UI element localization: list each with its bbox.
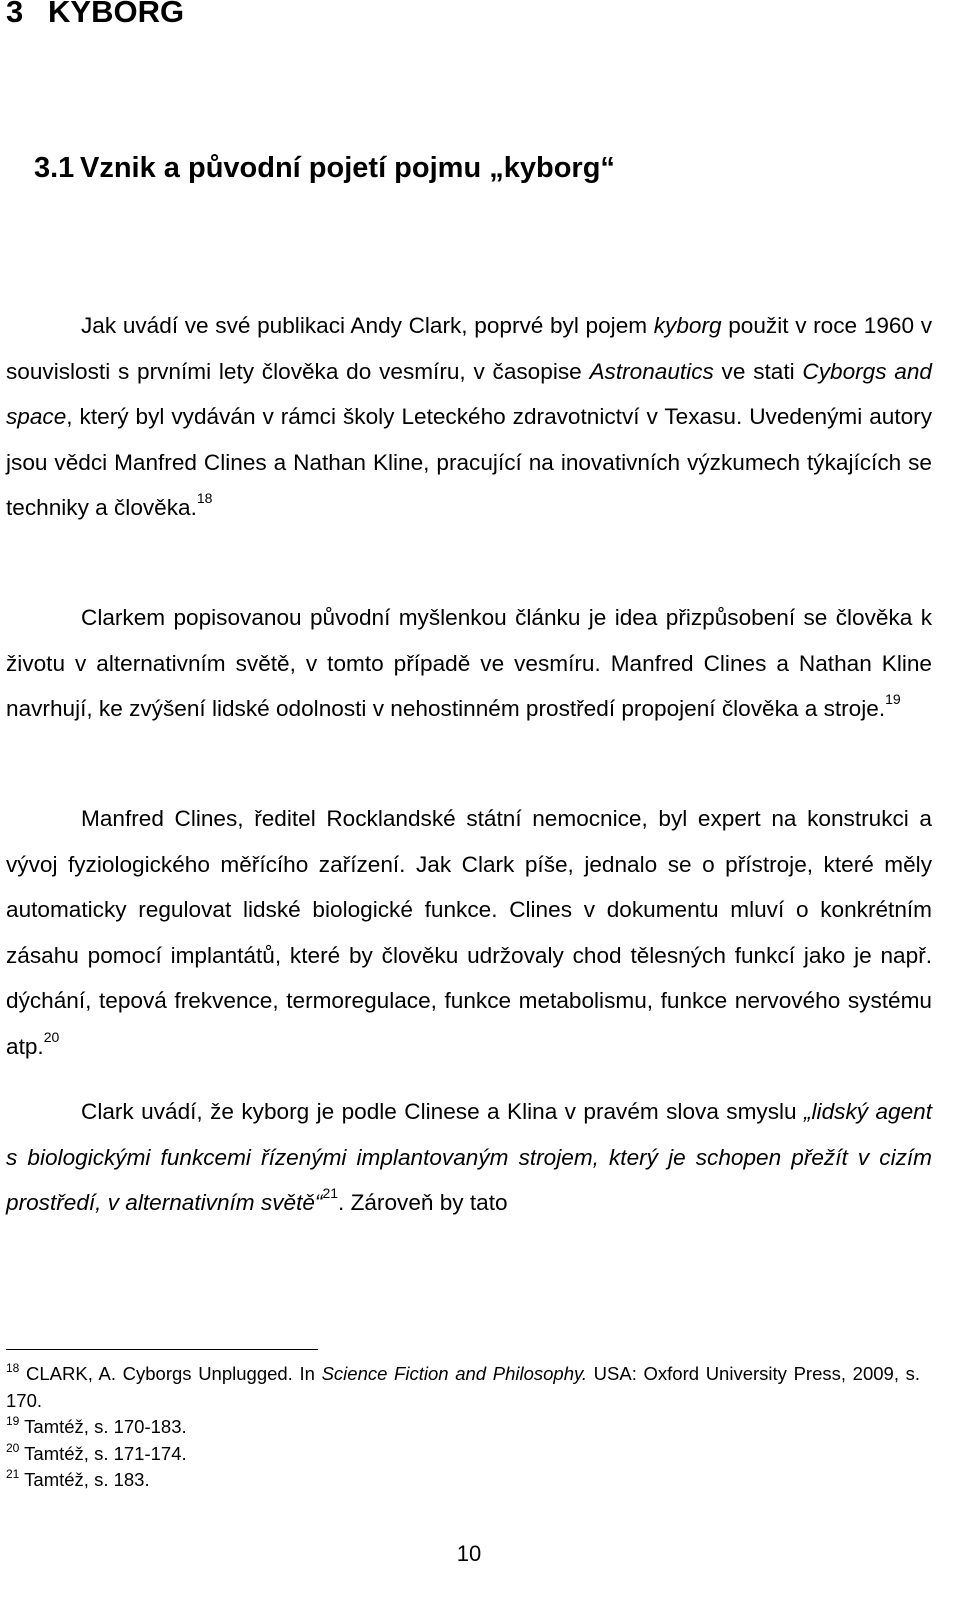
chapter-title: KYBORG (48, 0, 185, 29)
paragraph-text: Clarkem popisovanou původní myšlenkou článku je idea přizpůsobení se člověka k životu v alternativním světě, v tomto případě ve vesmíru. Manfred Clines a Nathan Kline navrhují, ke zvýšení lidské odolnosti v nehostinném prostředí propojení člověka a stroje. (6, 605, 932, 722)
paragraph-text: Manfred Clines, ředitel Rocklandské státní nemocnice, byl expert na konstrukci a vývoj fyziologického měřícího zařízení. Jak Clark píše, jednalo se o přístroje, které měly automaticky regulovat lidské biologické funkce. Clines v dokumentu mluví o konkrétním zásahu pomocí implantátů, které by člověku udržovaly chod tělesných funkcí jako je např. dýchání, tepová frekvence, termoregulace, funkce metabolismu, funkce nervového systému atp. (6, 806, 932, 1059)
italic-quote: „lidský agent s biologickými funkcemi řízenými implantovaným strojem, který je schopen přežít v cizím prostředí, v alternativním světě“ (6, 1099, 932, 1216)
footnote-separator (6, 1349, 318, 1350)
italic-article: Cyborgs and space (6, 358, 932, 430)
footnote-18 (6, 1361, 920, 1414)
italic-journal: Astronautics (589, 358, 714, 384)
chapter-heading (6, 0, 184, 32)
paragraph-1 (6, 303, 932, 531)
paragraph-text: použit v roce 1960 v souvislosti s prvními lety člověka do vesmíru, v časopise (6, 313, 932, 384)
section-title: Vznik a původní pojetí pojmu „kyborg“ (80, 152, 615, 184)
footnote-19 (6, 1414, 920, 1441)
footnote-number: 18 (6, 1361, 20, 1375)
footnote-text: Tamtéž, s. 183. (24, 1469, 150, 1490)
footnote-italic-title: Science Fiction and Philosophy. (321, 1363, 588, 1384)
paragraph-text: . Zároveň by tato (338, 1190, 508, 1216)
footnote-text: USA: Oxford University Press, 2009, s. 170. (6, 1363, 921, 1411)
footnote-text: Tamtéž, s. 170-183. (24, 1416, 187, 1437)
footnote-ref-21[interactable]: 21 (322, 1185, 339, 1202)
page-number: 10 (456, 1541, 482, 1566)
paragraph-4 (6, 1089, 932, 1226)
paragraph-text: ve stati (713, 358, 803, 384)
footnote-ref-18[interactable]: 18 (196, 490, 213, 507)
section-heading (34, 148, 615, 188)
paragraph-text: Jak uvádí ve své publikaci Andy Clark, poprvé byl pojem (81, 313, 654, 338)
footnote-21 (6, 1467, 920, 1494)
section-number: 3.1 (34, 152, 75, 184)
footnote-number: 20 (6, 1440, 20, 1455)
footnote-text: Tamtéž, s. 171-174. (24, 1442, 187, 1464)
italic-term: kyborg (653, 313, 722, 338)
footnote-ref-19[interactable]: 19 (885, 691, 901, 708)
footnote-text: CLARK, A. Cyborgs Unplugged. In (26, 1363, 322, 1384)
footnote-20 (6, 1441, 920, 1468)
paragraph-text: Clark uvádí, že kyborg je podle Clinese a Klina v pravém slova smyslu (81, 1099, 805, 1124)
footnote-number: 21 (6, 1467, 20, 1481)
footnotes (6, 1361, 920, 1494)
chapter-number: 3 (6, 0, 24, 29)
paragraph-3 (6, 796, 932, 1070)
paragraph-2 (6, 595, 932, 732)
footnote-number: 19 (6, 1414, 20, 1428)
footnote-ref-20[interactable]: 20 (43, 1028, 60, 1045)
paragraph-text: , který byl vydáván v rámci školy Leteckého zdravotnictví v Texasu. Uvedenými autory jsou vědci Manfred Clines a Nathan Kline, pracující na inovativních výzkumech týkajících se techniky a člověka. (6, 404, 932, 521)
